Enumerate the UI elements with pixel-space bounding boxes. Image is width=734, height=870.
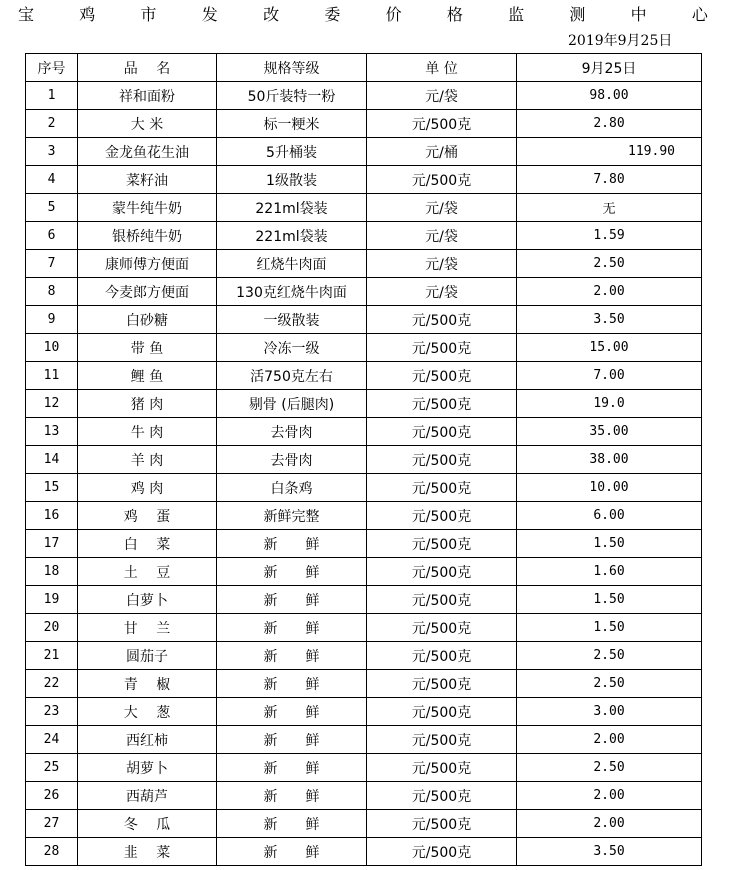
table-row (26, 250, 702, 278)
table-row (26, 82, 702, 110)
cell-name: 西红柿 (78, 726, 217, 754)
cell-name: 西葫芦 (78, 782, 217, 810)
cell-spec: 新 鲜 (217, 838, 367, 866)
title-char: 发 (201, 5, 218, 24)
table-header-row (26, 54, 702, 82)
cell-spec: 白条鸡 (217, 474, 367, 502)
cell-spec: 冷冻一级 (217, 334, 367, 362)
cell-name: 带 鱼 (78, 334, 217, 362)
cell-price: 7.00 (517, 362, 702, 390)
cell-seq: 20 (26, 614, 78, 642)
header-seq: 序号 (26, 54, 78, 82)
table-row (26, 698, 702, 726)
cell-name: 菜籽油 (78, 166, 217, 194)
cell-unit: 元/500克 (367, 670, 517, 698)
cell-seq: 1 (26, 82, 78, 110)
cell-seq: 10 (26, 334, 78, 362)
cell-price: 2.00 (517, 278, 702, 306)
cell-name: 白 菜 (78, 530, 217, 558)
cell-spec: 活750克左右 (217, 362, 367, 390)
cell-spec: 新 鲜 (217, 726, 367, 754)
cell-unit: 元/袋 (367, 82, 517, 110)
cell-unit: 元/500克 (367, 474, 517, 502)
title-char: 格 (446, 5, 463, 24)
cell-unit: 元/500克 (367, 110, 517, 138)
cell-spec: 新 鲜 (217, 530, 367, 558)
cell-seq: 4 (26, 166, 78, 194)
cell-seq: 25 (26, 754, 78, 782)
cell-name: 鸡 肉 (78, 474, 217, 502)
cell-unit: 元/500克 (367, 614, 517, 642)
cell-unit: 元/500克 (367, 698, 517, 726)
cell-spec: 新 鲜 (217, 754, 367, 782)
cell-price: 35.00 (517, 418, 702, 446)
cell-seq: 8 (26, 278, 78, 306)
cell-seq: 3 (26, 138, 78, 166)
cell-name: 猪 肉 (78, 390, 217, 418)
cell-unit: 元/500克 (367, 418, 517, 446)
cell-seq: 16 (26, 502, 78, 530)
cell-price: 3.50 (517, 838, 702, 866)
table-row (26, 446, 702, 474)
title-char: 中 (630, 5, 647, 24)
cell-unit: 元/500克 (367, 726, 517, 754)
table-row (26, 222, 702, 250)
cell-seq: 28 (26, 838, 78, 866)
title-char: 价 (385, 5, 402, 24)
cell-spec: 130克红烧牛肉面 (217, 278, 367, 306)
cell-price: 10.00 (517, 474, 702, 502)
title-char: 鸡 (79, 5, 96, 24)
cell-unit: 元/500克 (367, 334, 517, 362)
cell-name: 甘 兰 (78, 614, 217, 642)
cell-seq: 13 (26, 418, 78, 446)
cell-unit: 元/500克 (367, 810, 517, 838)
cell-name: 祥和面粉 (78, 82, 217, 110)
cell-seq: 17 (26, 530, 78, 558)
title-char: 宝 (18, 5, 35, 24)
cell-unit: 元/袋 (367, 278, 517, 306)
cell-unit: 元/500克 (367, 642, 517, 670)
cell-spec: 剔骨 (后腿肉) (217, 390, 367, 418)
cell-spec: 221ml袋装 (217, 194, 367, 222)
cell-name: 蒙牛纯牛奶 (78, 194, 217, 222)
cell-price: 2.50 (517, 754, 702, 782)
table-row (26, 166, 702, 194)
cell-price: 38.00 (517, 446, 702, 474)
cell-name: 大 米 (78, 110, 217, 138)
cell-seq: 23 (26, 698, 78, 726)
table-row (26, 502, 702, 530)
cell-name: 金龙鱼花生油 (78, 138, 217, 166)
cell-name: 冬 瓜 (78, 810, 217, 838)
table-row (26, 138, 702, 166)
cell-price: 119.90 (517, 138, 702, 166)
cell-spec: 去骨肉 (217, 418, 367, 446)
cell-spec: 新 鲜 (217, 614, 367, 642)
cell-price: 2.50 (517, 670, 702, 698)
cell-name: 鸡 蛋 (78, 502, 217, 530)
table-row (26, 530, 702, 558)
cell-unit: 元/500克 (367, 502, 517, 530)
cell-name: 大 葱 (78, 698, 217, 726)
cell-price: 98.00 (517, 82, 702, 110)
cell-spec: 红烧牛肉面 (217, 250, 367, 278)
cell-unit: 元/500克 (367, 586, 517, 614)
cell-seq: 5 (26, 194, 78, 222)
cell-spec: 新 鲜 (217, 670, 367, 698)
table-row (26, 390, 702, 418)
table-row (26, 586, 702, 614)
cell-seq: 26 (26, 782, 78, 810)
cell-unit: 元/500克 (367, 306, 517, 334)
cell-seq: 27 (26, 810, 78, 838)
cell-price: 1.60 (517, 558, 702, 586)
cell-price: 19.0 (517, 390, 702, 418)
cell-spec: 去骨肉 (217, 446, 367, 474)
header-name: 品 名 (78, 54, 217, 82)
header-spec: 规格等级 (217, 54, 367, 82)
cell-unit: 元/袋 (367, 194, 517, 222)
cell-unit: 元/500克 (367, 530, 517, 558)
cell-name: 白砂糖 (78, 306, 217, 334)
cell-price: 6.00 (517, 502, 702, 530)
cell-spec: 新鲜完整 (217, 502, 367, 530)
title-char: 监 (508, 5, 525, 24)
cell-price: 无 (517, 194, 702, 222)
cell-price: 15.00 (517, 334, 702, 362)
cell-spec: 50斤装特一粉 (217, 82, 367, 110)
cell-price: 2.00 (517, 810, 702, 838)
cell-seq: 6 (26, 222, 78, 250)
table-row (26, 642, 702, 670)
cell-name: 土 豆 (78, 558, 217, 586)
cell-name: 银桥纯牛奶 (78, 222, 217, 250)
cell-spec: 221ml袋装 (217, 222, 367, 250)
table-row (26, 558, 702, 586)
cell-name: 羊 肉 (78, 446, 217, 474)
cell-price: 2.50 (517, 250, 702, 278)
cell-name: 青 椒 (78, 670, 217, 698)
cell-price: 1.50 (517, 586, 702, 614)
cell-price: 1.59 (517, 222, 702, 250)
cell-spec: 新 鲜 (217, 642, 367, 670)
cell-seq: 12 (26, 390, 78, 418)
price-table (25, 53, 702, 866)
cell-name: 牛 肉 (78, 418, 217, 446)
cell-price: 2.50 (517, 642, 702, 670)
cell-price: 2.80 (517, 110, 702, 138)
title-char: 委 (324, 5, 341, 24)
cell-seq: 24 (26, 726, 78, 754)
table-row (26, 362, 702, 390)
cell-spec: 新 鲜 (217, 810, 367, 838)
cell-unit: 元/500克 (367, 446, 517, 474)
cell-seq: 11 (26, 362, 78, 390)
header-price: 9月25日 (517, 54, 702, 82)
table-row (26, 194, 702, 222)
table-row (26, 334, 702, 362)
cell-unit: 元/袋 (367, 222, 517, 250)
cell-name: 今麦郎方便面 (78, 278, 217, 306)
cell-seq: 2 (26, 110, 78, 138)
cell-unit: 元/桶 (367, 138, 517, 166)
cell-seq: 15 (26, 474, 78, 502)
cell-price: 2.00 (517, 782, 702, 810)
cell-spec: 新 鲜 (217, 558, 367, 586)
title-char: 心 (691, 5, 708, 24)
cell-name: 鲤 鱼 (78, 362, 217, 390)
cell-seq: 14 (26, 446, 78, 474)
cell-price: 1.50 (517, 614, 702, 642)
cell-unit: 元/袋 (367, 250, 517, 278)
cell-seq: 19 (26, 586, 78, 614)
cell-spec: 新 鲜 (217, 782, 367, 810)
cell-price: 3.00 (517, 698, 702, 726)
cell-unit: 元/500克 (367, 558, 517, 586)
cell-price: 7.80 (517, 166, 702, 194)
table-row (26, 838, 702, 866)
cell-spec: 1级散装 (217, 166, 367, 194)
header-unit: 单 位 (367, 54, 517, 82)
cell-spec: 一级散装 (217, 306, 367, 334)
cell-price: 3.50 (517, 306, 702, 334)
title-char: 改 (263, 5, 280, 24)
cell-seq: 7 (26, 250, 78, 278)
cell-seq: 21 (26, 642, 78, 670)
table-row (26, 670, 702, 698)
cell-unit: 元/500克 (367, 362, 517, 390)
table-row (26, 418, 702, 446)
cell-unit: 元/500克 (367, 838, 517, 866)
cell-spec: 标一粳米 (217, 110, 367, 138)
title-char: 市 (140, 5, 157, 24)
cell-price: 1.50 (517, 530, 702, 558)
cell-spec: 新 鲜 (217, 586, 367, 614)
cell-name: 圆茄子 (78, 642, 217, 670)
table-row (26, 782, 702, 810)
cell-name: 康师傅方便面 (78, 250, 217, 278)
cell-seq: 9 (26, 306, 78, 334)
title-char: 测 (569, 5, 586, 24)
table-row (26, 754, 702, 782)
cell-seq: 22 (26, 670, 78, 698)
table-row (26, 306, 702, 334)
cell-unit: 元/500克 (367, 166, 517, 194)
table-row (26, 726, 702, 754)
table-row (26, 474, 702, 502)
cell-seq: 18 (26, 558, 78, 586)
table-row (26, 614, 702, 642)
table-row (26, 810, 702, 838)
cell-spec: 新 鲜 (217, 698, 367, 726)
cell-name: 韭 菜 (78, 838, 217, 866)
cell-name: 胡萝卜 (78, 754, 217, 782)
table-row (26, 110, 702, 138)
page-title (18, 2, 708, 26)
cell-name: 白萝卜 (78, 586, 217, 614)
report-date: 2019年9月25日 (568, 33, 673, 49)
cell-spec: 5升桶装 (217, 138, 367, 166)
cell-unit: 元/500克 (367, 782, 517, 810)
table-row (26, 278, 702, 306)
cell-unit: 元/500克 (367, 754, 517, 782)
cell-price: 2.00 (517, 726, 702, 754)
cell-unit: 元/500克 (367, 390, 517, 418)
